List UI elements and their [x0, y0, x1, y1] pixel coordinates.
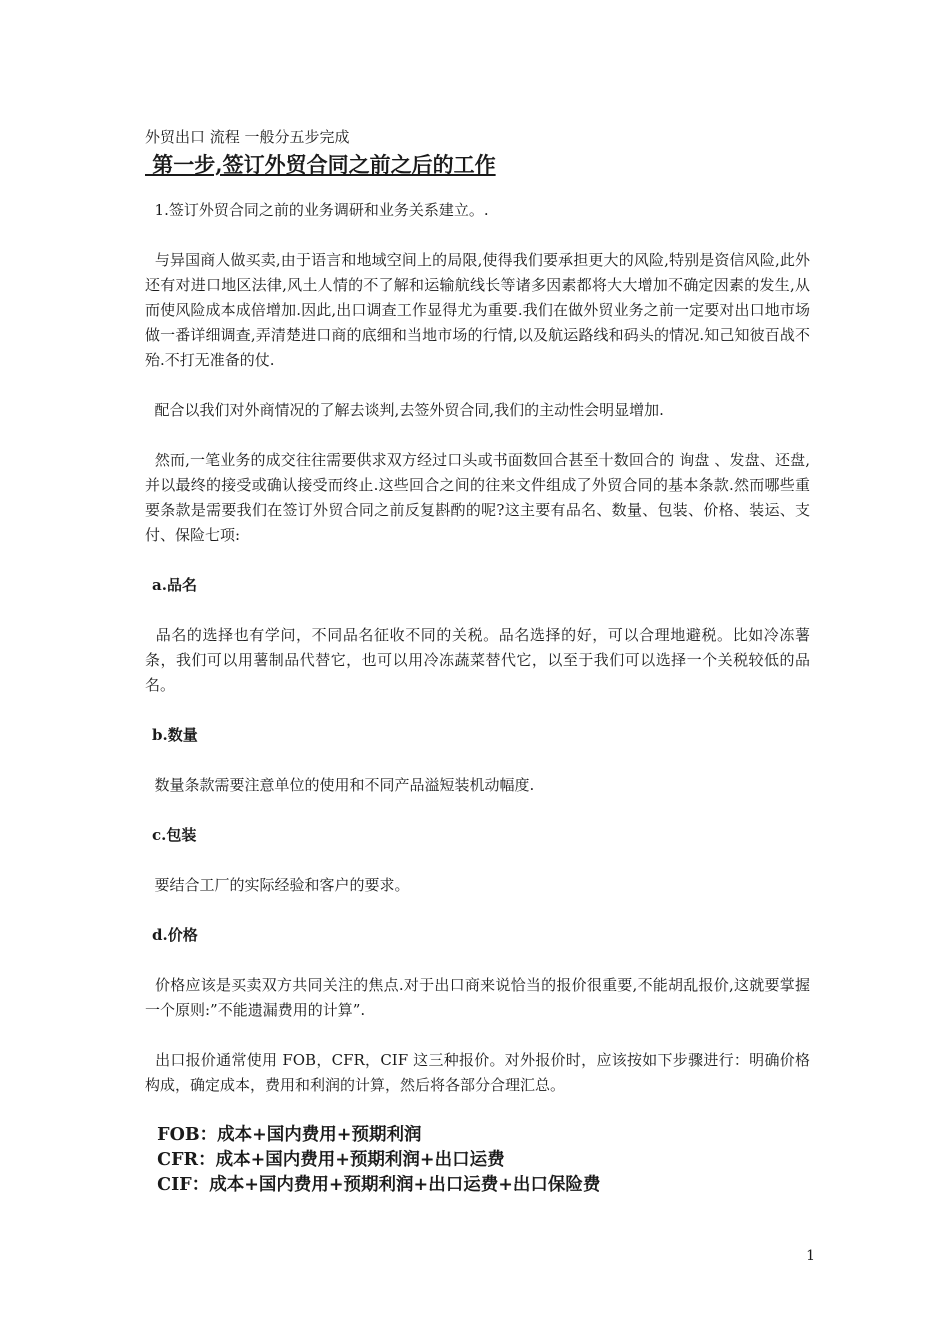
page-number: 1 — [806, 1248, 815, 1264]
section-heading: b.数量 — [152, 726, 198, 744]
price-formula-cif: CIF：成本+国内费用+预期利润+出口运费+出口保险费 — [145, 1175, 601, 1195]
section-heading: a.品名 — [152, 576, 197, 594]
paragraph: 价格应该是买卖双方共同关注的焦点.对于出口商来说恰当的报价很重要,不能胡乱报价,这就要掌握一个原则:”不能遗漏费用的计算”. — [145, 976, 810, 1019]
paragraph: 出口报价通常使用 FOB，CFR，CIF 这三种报价。对外报价时，应该按如下步骤进行：明确价格构成，确定成本，费用和利润的计算，然后将各部分合理汇总。 — [145, 1051, 810, 1094]
paragraph: 品名的选择也有学问，不同品名征收不同的关税。品名选择的好，可以合理地避税。比如冷冻薯条，我们可以用薯制品代替它，也可以用冷冻蔬菜替代它，以至于我们可以选择一个关税较低的品名。 — [145, 626, 810, 694]
section-heading: d.价格 — [152, 926, 198, 944]
paragraph: 要结合工厂的实际经验和客户的要求。 — [145, 876, 410, 894]
paragraph: 与异国商人做买卖,由于语言和地域空间上的局限,使得我们要承担更大的风险,特别是资信风险,此外还有对进口地区法律,风土人情的不了解和运输航线长等诸多因素都将大大增加不确定因素的发生,从而使风险成本成倍增加.因此,出口调查工作显得尤为重要.我们在做外贸业务之前一定要对出口地市场做一番详细调查,弄清楚进口商的底细和当地市场的行情,以及航运路线和码头的情况.知己知彼百战不殆.不打无准备的仗. — [145, 251, 810, 369]
paragraph: 配合以我们对外商情况的了解去谈判,去签外贸合同,我们的主动性会明显增加. — [145, 401, 664, 419]
paragraph: 1.签订外贸合同之前的业务调研和业务关系建立。. — [145, 201, 489, 219]
paragraph: 数量条款需要注意单位的使用和不同产品溢短装机动幅度. — [145, 776, 535, 794]
price-formula-cfr: CFR：成本+国内费用+预期利润+出口运费 — [145, 1150, 505, 1170]
document-title: 第一步,签订外贸合同之前之后的工作 — [145, 152, 496, 177]
paragraph: 然而,一笔业务的成交往往需要供求双方经过口头或书面数回合甚至十数回合的 询盘 、发盘、还盘,并以最终的接受或确认接受而终止.这些回合之间的往来文件组成了外贸合同的基本条款.然而哪些重要条款是需要我们在签订外贸合同之前反复斟酌的呢?这主要有品名、数量、包装、价格、装运、支付、保险七项: — [145, 451, 810, 544]
document-body — [145, 124, 810, 1198]
price-formula-list — [145, 1123, 810, 1198]
document-subtitle: 外贸出口 流程 一般分五步完成 — [145, 128, 350, 146]
section-heading: c.包装 — [152, 826, 197, 844]
price-formula-fob: FOB：成本+国内费用+预期利润 — [145, 1125, 422, 1145]
